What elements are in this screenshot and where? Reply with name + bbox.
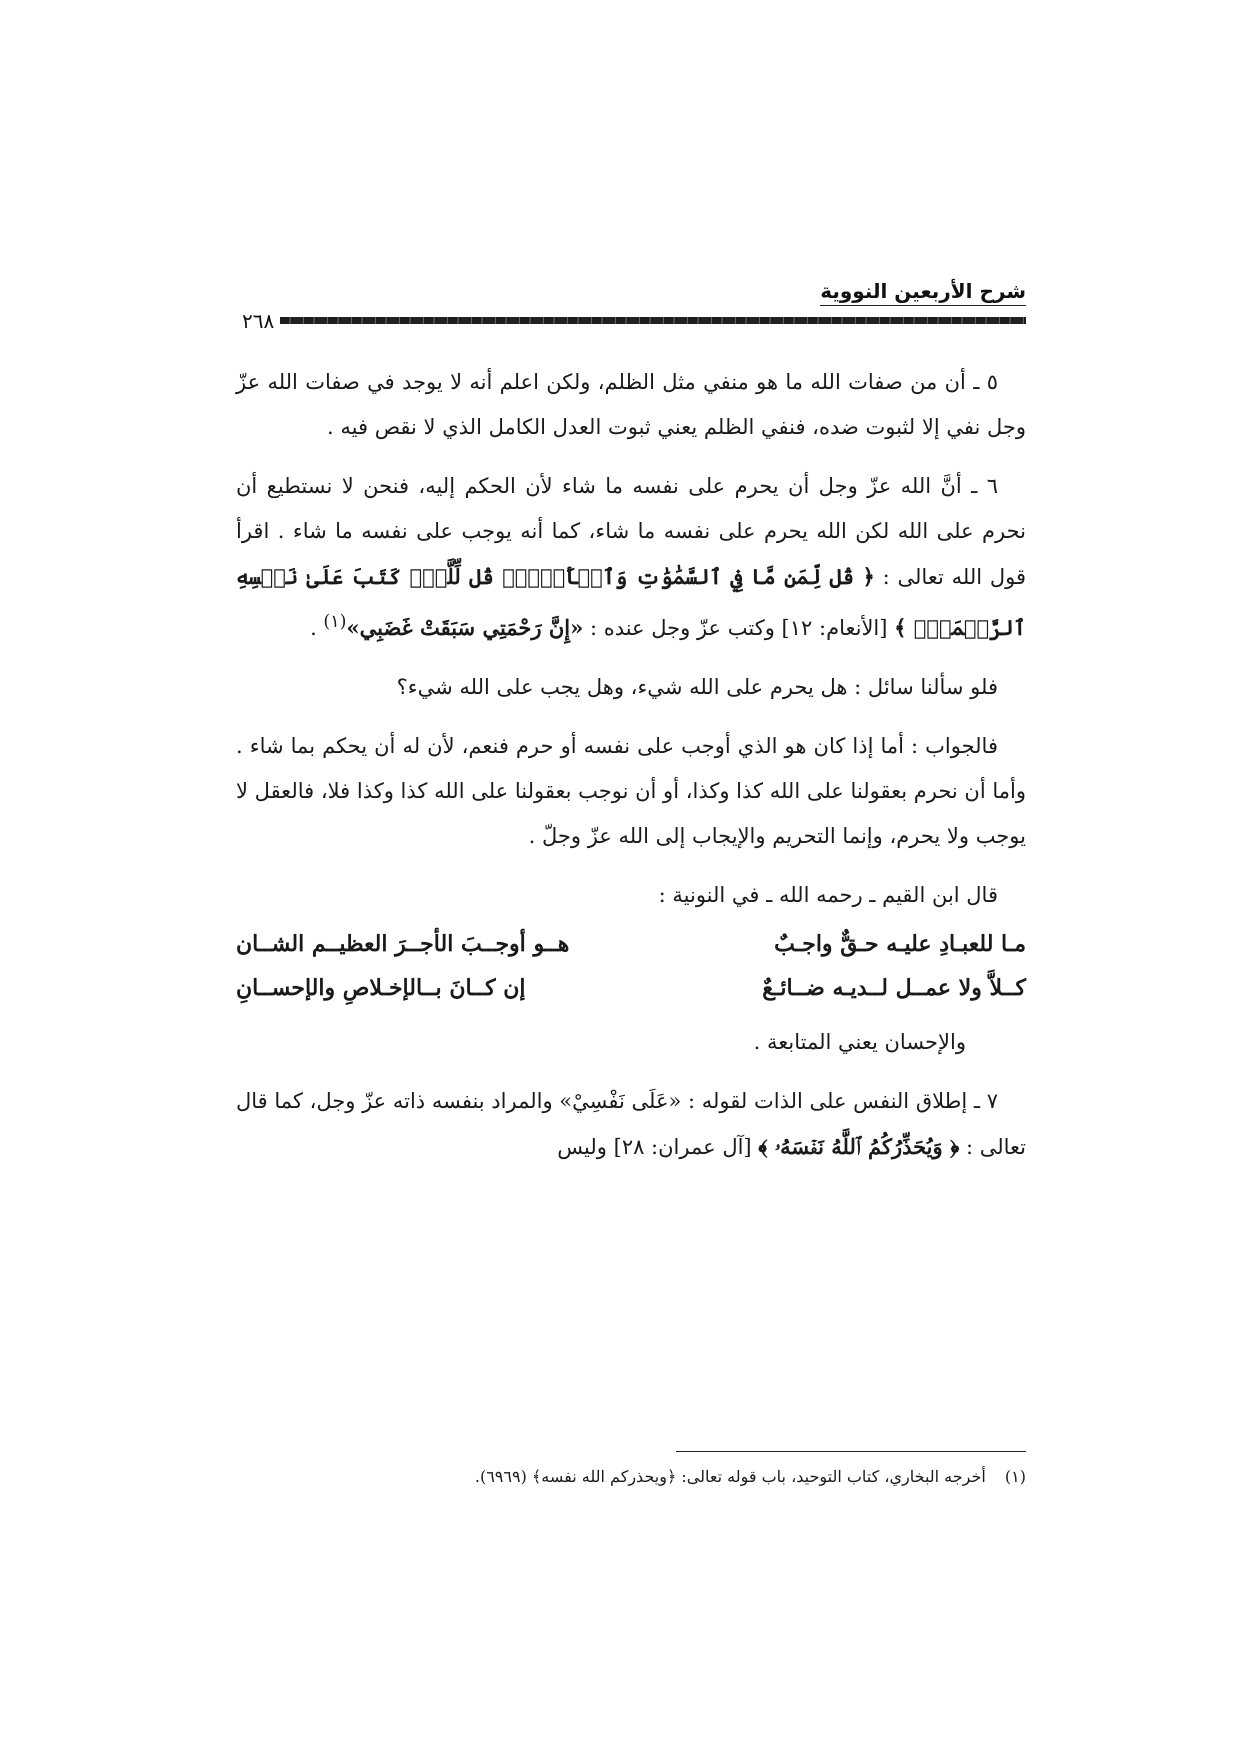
main-text — [236, 360, 1026, 1184]
footnote — [236, 1462, 1026, 1492]
footnote-text: أخرجه البخاري، كتاب التوحيد، باب قوله تعالى: ﴿ويحذركم الله نفسه﴾ (٦٩٦٩). — [474, 1467, 986, 1486]
quran-verse-anam: ﴿ قُل لِّمَن مَّا فِي ٱلسَّمَٰوَٰتِ وَٱلۡأَرۡضِۖ قُل لِّلَّهِۚ كَتَبَ عَلَىٰ نَفۡسِهِ ٱلرَّحۡمَةَۚ ﴾ — [236, 564, 1026, 640]
paragraph-7 — [236, 1079, 1026, 1170]
footnote-marker: (١) — [1004, 1467, 1026, 1486]
page-number: ٢٦٨ — [236, 309, 280, 333]
poem-hemistich-second: هــو أوجــبَ الأجــرَ العظيــم الشــان — [236, 931, 570, 957]
question-paragraph: فلو سألنا سائل : هل يحرم على الله شيء، وهل يجب على الله شيء؟ — [396, 675, 998, 699]
footnote-separator — [676, 1451, 1026, 1452]
poem-line — [236, 966, 1026, 1010]
paragraph-6: ٦ ـ أنَّ الله عزّ وجل أن يحرم على نفسه ما شاء لأن الحكم إليه، فنحن لا نستطيع أن نحرم على الله لكن الله يحرم على نفسه ما شاء، كما أنه يوجب على نفسه ما شاء . اقرأ قول الله تعالى : ﴿ قُل لِّمَن مَّا فِي ٱلسَّمَٰوَٰتِ وَٱلۡأَرۡضِۖ قُل لِّلَّهِۚ كَتَبَ عَلَىٰ نَفۡسِهِ ٱلرَّحۡمَةَۚ ﴾ [الأنعام: ١٢] وكتب عزّ وجل عنده : «إِنَّ رَحْمَتِي سَبَقَتْ غَضَبِي»$^{(١)}$ . — [236, 474, 1027, 640]
header-rule — [280, 317, 1026, 324]
quran-verse-imran: ﴿ وَيُحَذِّرُكُمُ ٱللَّهُ نَفۡسَهُۥ ﴾ — [758, 1134, 960, 1159]
verse-ref-imran: [آل عمران: ٢٨] — [613, 1135, 752, 1159]
poem — [236, 922, 1026, 1010]
page-header — [236, 275, 1026, 333]
paragraph-5: ٥ ـ أن من صفات الله ما هو منفي مثل الظلم، ولكن اعلم أنه لا يوجد في صفات الله عزّ وجل نفي إلا لثبوت ضده، فنفي الظلم يعني ثبوت العدل الكامل الذي لا نقص فيه . — [236, 370, 1026, 439]
verse-ref-anam: [الأنعام: ١٢] — [781, 616, 888, 640]
after-anam-text: وكتب عزّ وجل عنده : — [589, 616, 775, 640]
after-imran-text: وليس — [557, 1135, 607, 1159]
poem-hemistich-first: كــلاَّ ولا عمــل لــديـه ضــائـعٌ — [762, 975, 1026, 1001]
footnote-ref: (١) — [323, 612, 347, 632]
poem-line — [236, 922, 1026, 966]
paragraph-7-text: ٧ ـ إطلاق النفس على الذات لقوله : «عَلَى نَفْسِيْ» والمراد بنفسه ذاته عزّ وجل، كما قال تعالى : — [236, 1089, 1026, 1159]
running-title: شرح الأربعين النووية — [820, 279, 1026, 306]
ihsan-paragraph: والإحسان يعني المتابعة . — [753, 1030, 966, 1054]
paragraph-6-text: ٦ ـ أنَّ الله عزّ وجل أن يحرم على نفسه ما شاء لأن الحكم إليه، فنحن لا نستطيع أن نحرم على الله لكن الله يحرم على نفسه ما شاء، كما أنه يوجب على نفسه ما شاء . اقرأ قول الله تعالى : — [236, 474, 1027, 589]
poem-intro: قال ابن القيم ـ رحمه الله ـ في النونية : — [658, 883, 998, 907]
answer-paragraph: فالجواب : أما إذا كان هو الذي أوجب على نفسه أو حرم فنعم، لأن له أن يحكم بما شاء . وأما أن نحرم بعقولنا على الله كذا وكذا، أو أن نوجب بعقولنا على الله كذا وكذا فلا، فالعقل لا يوجب ولا يحرم، وإنما التحريم والإيجاب إلى الله عزّ وجلّ . — [236, 734, 1026, 848]
hadith-quote: «إِنَّ رَحْمَتِي سَبَقَتْ غَضَبِي» — [346, 615, 584, 640]
poem-hemistich-second: إن كــانَ بــالإخـلاصِ والإحســانِ — [236, 975, 526, 1001]
poem-hemistich-first: مـا للعبـادِ عليـه حـقٌّ واجـبٌ — [774, 931, 1026, 957]
